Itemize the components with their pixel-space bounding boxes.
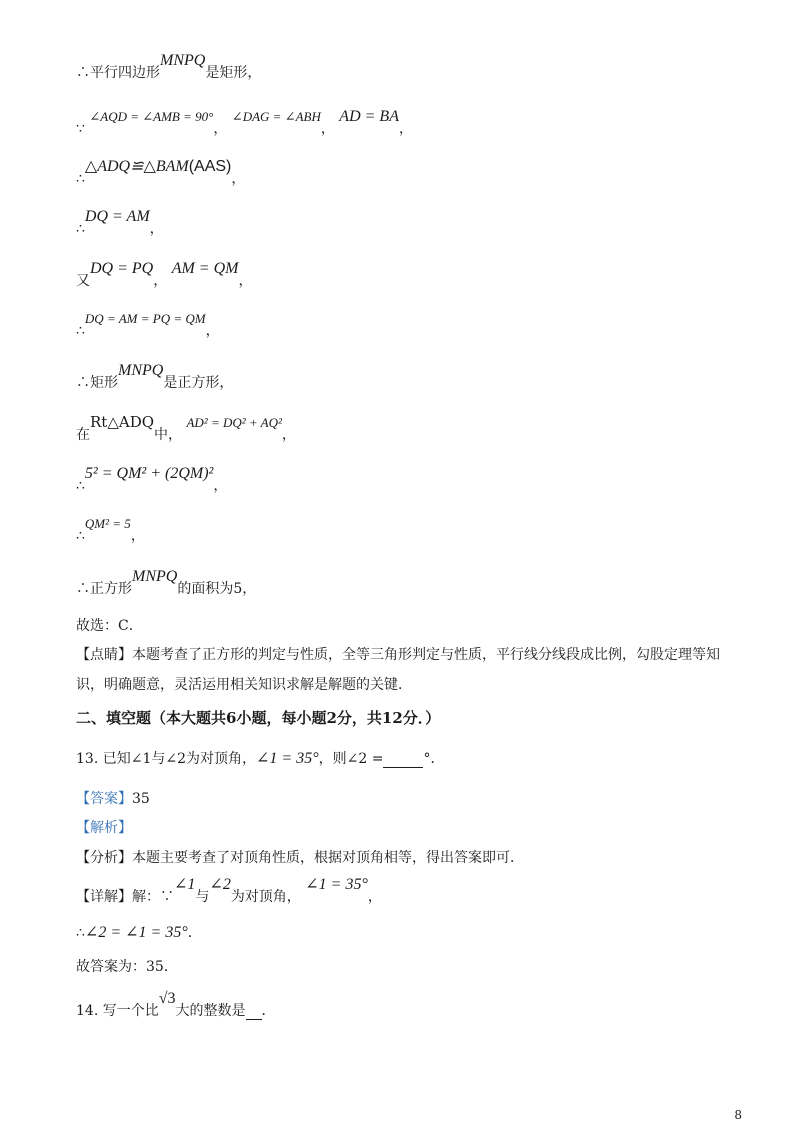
answer-blank (383, 751, 423, 768)
jiexi-tag: 【解析】 (76, 820, 132, 836)
proof-line-4: ∴DQ = AM， (76, 208, 164, 237)
choice-result: 故选：C． (76, 618, 143, 634)
proof-line-10: ∴QM² = 5， (76, 516, 145, 544)
answer-line: 【答案】35 (76, 791, 150, 807)
section-title: 二、填空题（本大题共6小题，每小题2分，共12分．） (76, 709, 441, 727)
proof-line-9: ∴5² = QM² + (2QM)²， (76, 465, 228, 494)
proof-line-3: ∴△ADQ≌△BAM(AAS)， (76, 158, 246, 187)
proof-line-1: ∴平行四边形MNPQ是矩形， (76, 52, 262, 81)
proof-line-7: ∴矩形MNPQ是正方形， (76, 362, 234, 391)
proof-line-2: ∵ ∠AQD = ∠AMB = 90°， ∠DAG = ∠ABH， AD = BA， (76, 108, 413, 137)
proof-line-6: ∴DQ = AM = PQ = QM， (76, 311, 220, 339)
page-number: 8 (734, 1108, 742, 1122)
proof-line-11: ∴正方形MNPQ的面积为5， (76, 568, 257, 597)
fenxi-line: 【分析】本题主要考查了对顶角性质，根据对顶角相等，得出答案即可． (76, 850, 524, 866)
xiangjie-line: 【详解】解：∵∠1与∠2为对顶角， ∠1 = 35°， (76, 876, 382, 905)
conclusion-line: ∴∠2 = ∠1 = 35°． (76, 924, 202, 941)
proof-line-5: 又DQ = PQ， AM = QM， (76, 260, 253, 289)
question-14: 14. 写一个比√3大的整数是 ． (76, 990, 276, 1019)
final-answer-line: 故答案为：35． (76, 959, 178, 975)
dianjing-paragraph: 【点睛】本题考查了正方形的判定与性质，全等三角形判定与性质，平行线分线段成比例，勾股定理等知识，明确题意，灵活运用相关知识求解是解题的关键． (76, 647, 720, 693)
question-13: 13. 已知∠1与∠2为对顶角，∠1 = 35°，则∠2 = °． (76, 750, 445, 767)
proof-line-8: 在Rt△ADQ中， AD² = DQ² + AQ²， (76, 413, 296, 443)
math-mnpq: MNPQ (160, 52, 206, 69)
answer-blank-14 (246, 1003, 262, 1020)
